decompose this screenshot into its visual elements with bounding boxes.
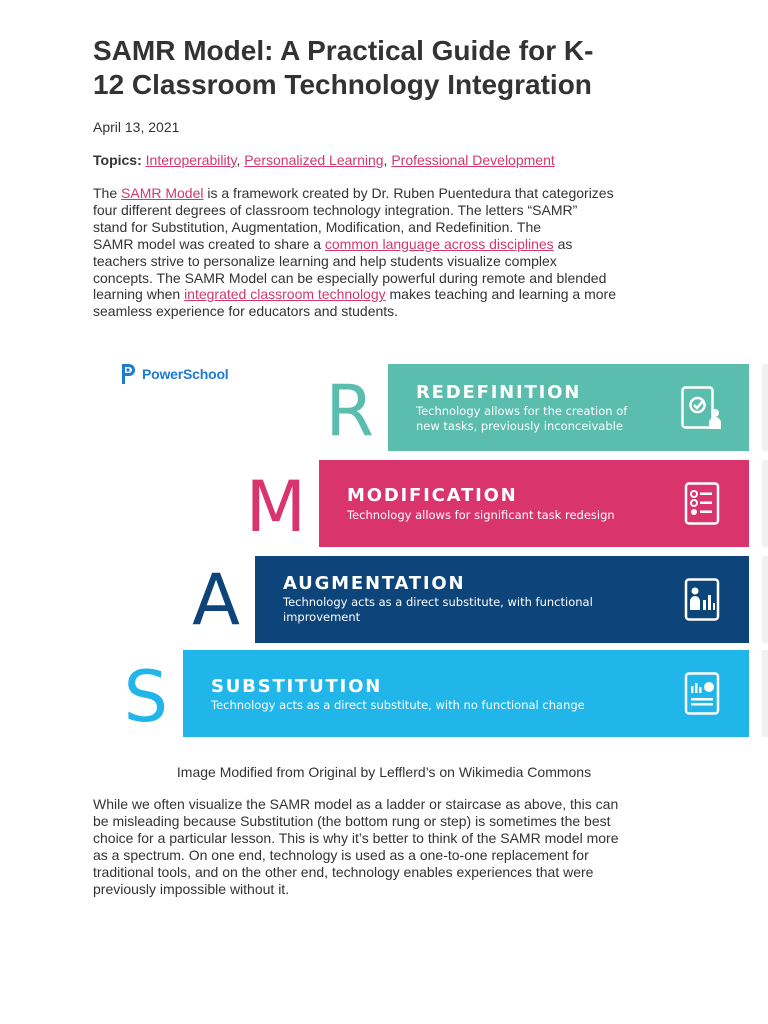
powerschool-p-icon <box>120 363 138 385</box>
level-description <box>347 508 677 523</box>
topics-row: Topics: Interoperability, Personalized Learning, Professional Development <box>93 152 555 168</box>
image-caption: Image Modified from Original by Lefflerd’s on Wikimedia Commons <box>176 764 592 780</box>
letter-a: A <box>192 559 240 641</box>
powerschool-logo <box>120 363 228 385</box>
text-line: seamless experience for educators and students. <box>93 303 399 320</box>
letter-s: S <box>123 656 168 738</box>
samr-model-link[interactable]: SAMR Model <box>121 185 204 201</box>
topic-link-interoperability[interactable]: Interoperability <box>145 152 237 168</box>
publish-date: April 13, 2021 <box>93 119 180 135</box>
level-modification <box>319 460 749 547</box>
level-title: REDEFINITION <box>416 382 582 403</box>
common-language-link[interactable]: common language across disciplines <box>324 235 554 252</box>
letter-m: M <box>245 466 306 548</box>
text-fragment: learning when <box>93 286 185 303</box>
level-description <box>211 698 641 713</box>
text-fragment: SAMR model was created to share a <box>93 235 325 252</box>
text-line: choice for a particular lesson. This is why it’s better to think of the SAMR model more <box>93 829 619 846</box>
text-line: be misleading because Substitution (the bottom rung or step) is sometimes the best <box>93 812 611 829</box>
text-fragment: as <box>553 235 573 252</box>
text-fragment: is a framework created by Dr. Ruben Puentedura that categorizes <box>203 185 614 201</box>
text-line: teachers strive to personalize learning and help students visualize complex <box>93 252 557 269</box>
level-title: AUGMENTATION <box>283 573 466 594</box>
tablet-checkmark-person-icon <box>681 386 723 430</box>
text-line: traditional tools, and on the other end, technology enables experiences that were <box>93 863 594 880</box>
level-augmentation <box>255 556 749 643</box>
text-line: While we often visualize the SAMR model as a ladder or staircase as above, this can <box>93 796 619 812</box>
text-fragment: The <box>93 185 122 201</box>
level-description <box>283 595 643 625</box>
topic-link-personalized-learning[interactable]: Personalized Learning <box>244 152 384 168</box>
level-title: MODIFICATION <box>347 485 518 506</box>
text-fragment: makes teaching and learning a more <box>385 286 616 303</box>
topic-link-professional-development[interactable]: Professional Development <box>391 152 555 168</box>
diagram-edge <box>762 650 768 737</box>
desc-line: Technology acts as a direct substitute, with functional <box>283 595 593 609</box>
desc-line: Technology acts as a direct substitute, with no functional change <box>211 698 585 712</box>
desc-line: Technology allows for significant task redesign <box>347 508 615 522</box>
text-line: concepts. The SAMR Model can be especially powerful during remote and blended <box>93 269 607 286</box>
desc-line: improvement <box>283 610 361 624</box>
spectrum-paragraph <box>93 796 683 897</box>
level-description <box>416 404 666 434</box>
text-line: previously impossible without it. <box>93 880 290 897</box>
level-redefinition <box>388 364 749 451</box>
samr-diagram <box>0 350 768 745</box>
page-title <box>93 34 693 102</box>
diagram-edge <box>762 556 768 643</box>
title-line-2: 12 Classroom Technology Integration <box>93 69 592 100</box>
letter-r: R <box>325 370 374 452</box>
desc-line: Technology allows for the creation of <box>416 404 628 418</box>
level-title: SUBSTITUTION <box>211 676 383 697</box>
text-line: four different degrees of classroom technology integration. The letters “SAMR” <box>93 201 578 218</box>
level-substitution <box>183 650 749 737</box>
tablet-charts-icon <box>681 672 723 716</box>
diagram-edge <box>762 364 768 451</box>
tablet-checklist-icon <box>681 482 723 526</box>
text-line: as a spectrum. On one end, technology is used as a one-to-one replacement for <box>93 846 589 863</box>
intro-paragraph <box>93 185 678 320</box>
desc-line: new tasks, previously inconceivable <box>416 419 623 433</box>
integrated-classroom-technology-link[interactable]: integrated classroom technology <box>184 286 386 303</box>
topics-label: Topics: <box>93 152 142 168</box>
title-line-1: SAMR Model: A Practical Guide for K- <box>93 35 594 66</box>
diagram-edge <box>762 460 768 547</box>
text-line: stand for Substitution, Augmentation, Modification, and Redefinition. The <box>93 218 542 235</box>
powerschool-wordmark: PowerSchool <box>142 366 229 382</box>
tablet-people-chart-icon <box>681 578 723 622</box>
